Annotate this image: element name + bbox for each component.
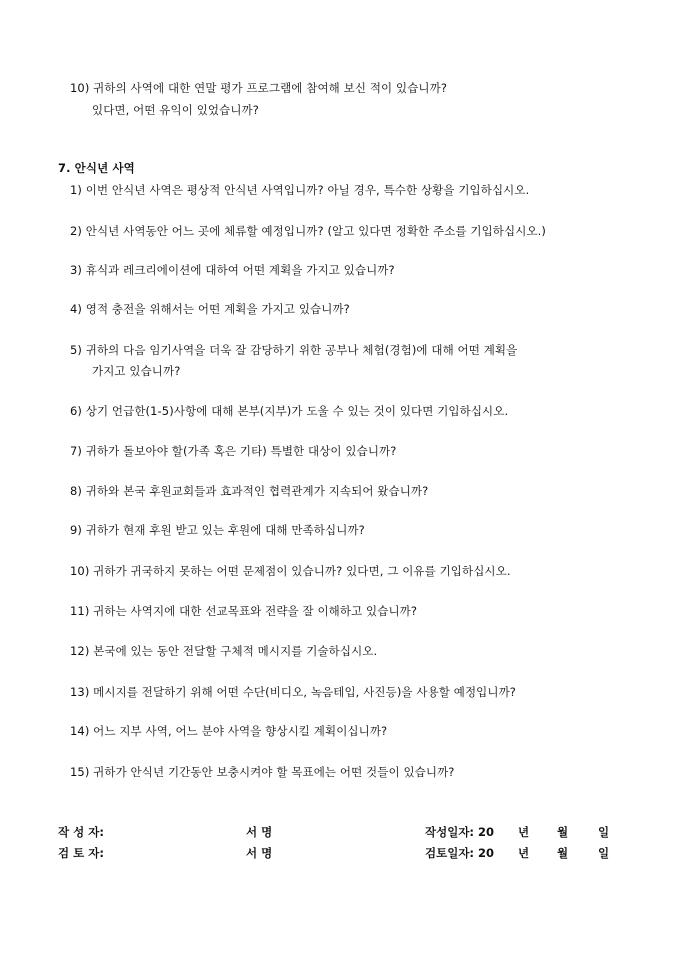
question-5-line1: 5) 귀하의 다음 임기사역을 더욱 잘 감당하기 위한 공부나 체험(경험)에 대해 어떤 계획을 [70,343,518,357]
question-2: 2) 안식년 사역동안 어느 곳에 체류할 예정입니까? (알고 있다면 정확한 주소를 기입하십시오.) [70,224,546,238]
written-month-label: 월 [557,825,569,839]
question-15: 15) 귀하가 안식년 기간동안 보충시켜야 할 목표에는 어떤 것들이 있습니까? [70,765,455,779]
question-1: 1) 이번 안식년 사역은 평상적 안식년 사역입니까? 아닐 경우, 특수한 상황을 기입하십시오. [70,183,530,197]
question-10: 10) 귀하가 귀국하지 못하는 어떤 문제점이 있습니까? 있다면, 그 이유를 기입하십시오. [70,564,511,578]
prev-question-line2: 있다면, 어떤 유익이 있었습니까? [92,103,259,117]
section-title: 7. 안식년 사역 [58,161,135,175]
reviewed-date-label: 검토일자: 20 [425,846,495,860]
question-4: 4) 영적 충전을 위해서는 어떤 계획을 가지고 있습니까? [70,302,350,316]
writer-label: 작 성 자: [58,825,104,839]
writer-sign-label: 서 명 [246,825,273,839]
question-11: 11) 귀하는 사역지에 대한 선교목표와 전략을 잘 이해하고 있습니까? [70,604,418,618]
question-6: 6) 상기 언급한(1-5)사항에 대해 본부(지부)가 도울 수 있는 것이 있다면 기입하십시오. [70,404,509,418]
written-year-label: 년 [518,825,530,839]
written-day-label: 일 [598,825,610,839]
question-5-line2: 가지고 있습니까? [92,364,181,378]
reviewer-sign-label: 서 명 [246,846,273,860]
reviewed-day-label: 일 [598,846,610,860]
question-3: 3) 휴식과 레크리에이션에 대하여 어떤 계획을 가지고 있습니까? [70,263,395,277]
question-8: 8) 귀하와 본국 후원교회들과 효과적인 협력관계가 지속되어 왔습니까? [70,484,429,498]
question-13: 13) 메시지를 전달하기 위해 어떤 수단(비디오, 녹음테입, 사진등)을 사용할 예정입니까? [70,685,517,699]
question-7: 7) 귀하가 돌보아야 할(가족 혹은 기타) 특별한 대상이 있습니까? [70,444,397,458]
reviewed-month-label: 월 [557,846,569,860]
written-date-label: 작성일자: 20 [425,825,495,839]
prev-question-line1: 10) 귀하의 사역에 대한 연말 평가 프로그램에 참여해 보신 적이 있습니까? [70,81,448,95]
reviewer-label: 검 토 자: [58,846,104,860]
question-12: 12) 본국에 있는 동안 전달할 구체적 메시지를 기술하십시오. [70,644,378,658]
reviewed-year-label: 년 [518,846,530,860]
question-9: 9) 귀하가 현재 후원 받고 있는 후원에 대해 만족하십니까? [70,523,365,537]
question-14: 14) 어느 지부 사역, 어느 분야 사역을 향상시킬 계획이십니까? [70,724,388,738]
